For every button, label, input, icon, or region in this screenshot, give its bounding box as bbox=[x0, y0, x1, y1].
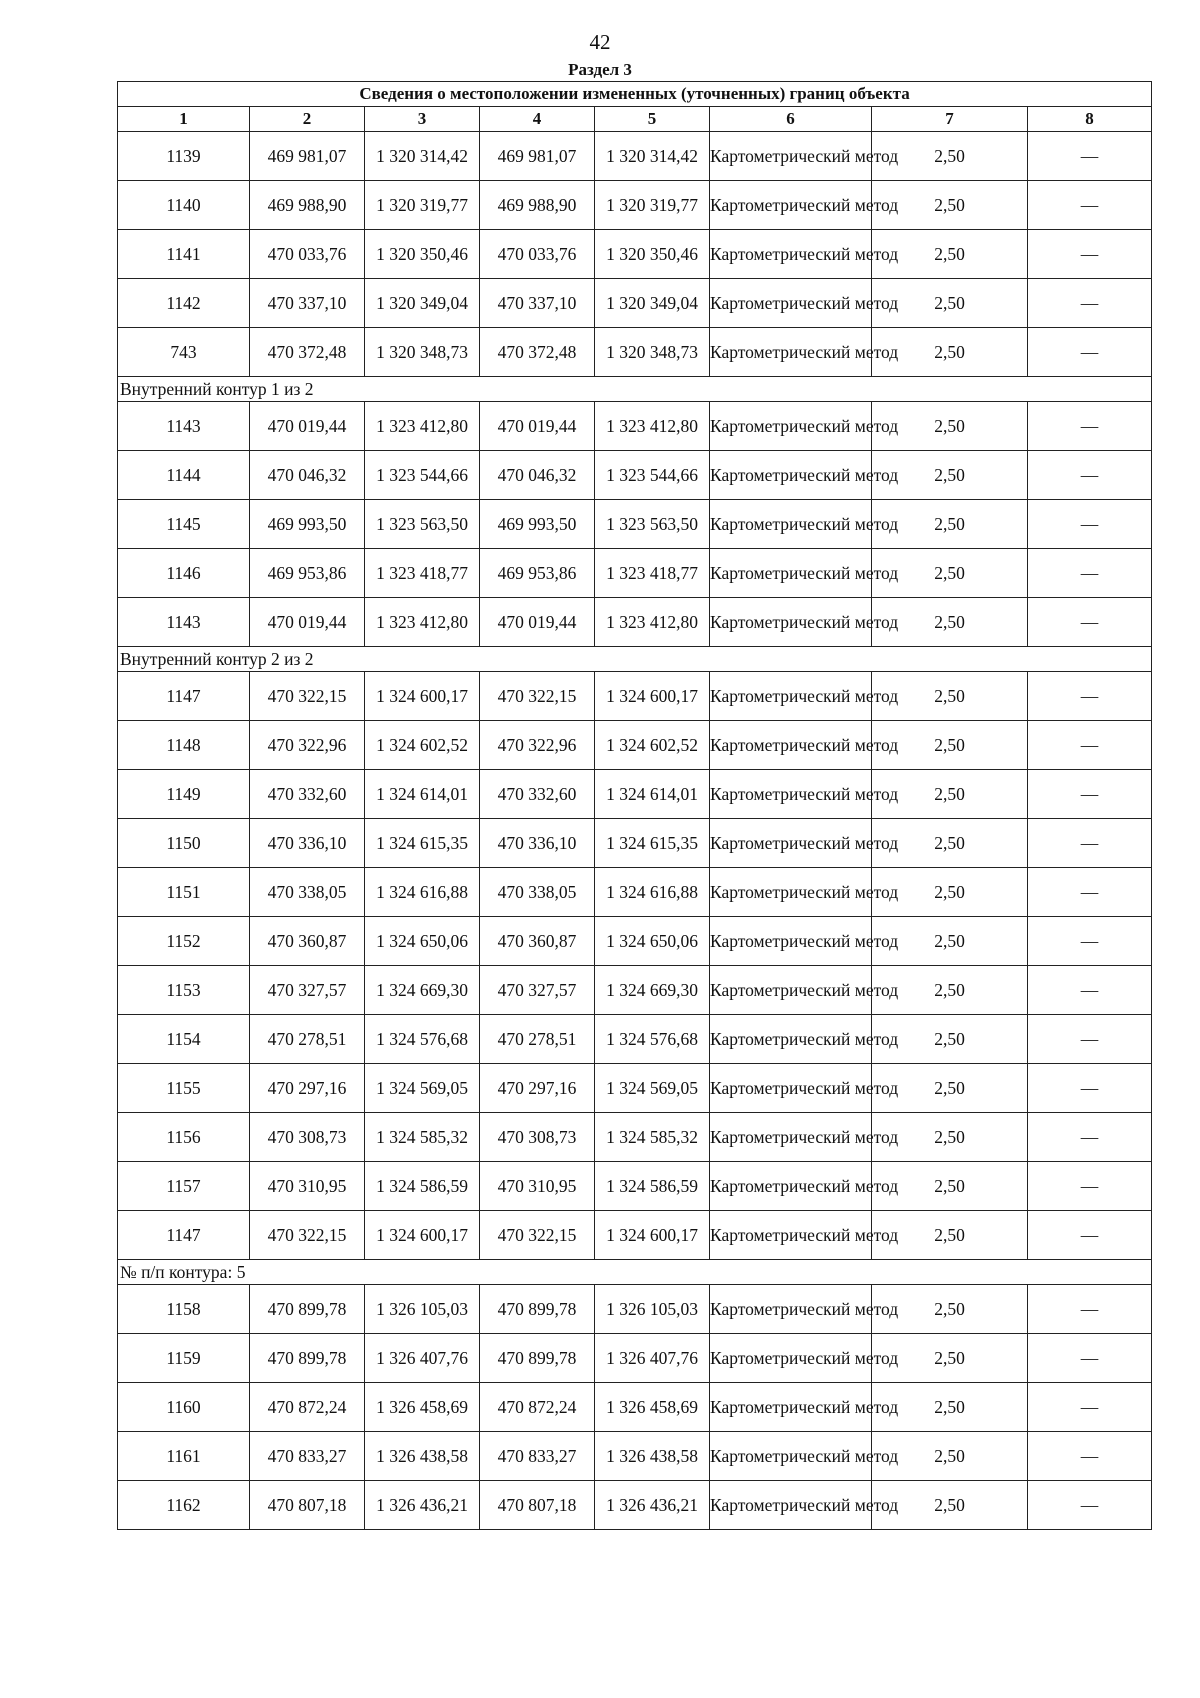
column-number: 7 bbox=[872, 107, 1028, 132]
y-new-cell: 1 323 544,66 bbox=[595, 451, 710, 500]
y-new-cell: 1 326 407,76 bbox=[595, 1334, 710, 1383]
y-new-cell: 1 324 569,05 bbox=[595, 1064, 710, 1113]
method-cell: Картометрический метод bbox=[710, 819, 872, 868]
table-row bbox=[118, 230, 1152, 279]
point-number-cell: 1140 bbox=[118, 181, 250, 230]
accuracy-cell: 2,50 bbox=[872, 1383, 1028, 1432]
y-old-cell: 1 324 614,01 bbox=[365, 770, 480, 819]
point-number-cell: 1157 bbox=[118, 1162, 250, 1211]
table-row bbox=[118, 1113, 1152, 1162]
method-cell: Картометрический метод bbox=[710, 500, 872, 549]
table-row bbox=[118, 549, 1152, 598]
note-cell: — bbox=[1028, 1383, 1152, 1432]
x-new-cell: 470 336,10 bbox=[480, 819, 595, 868]
x-old-cell: 470 322,15 bbox=[250, 1211, 365, 1260]
contour-label-row bbox=[118, 647, 1152, 672]
x-new-cell: 470 322,15 bbox=[480, 672, 595, 721]
note-cell: — bbox=[1028, 819, 1152, 868]
accuracy-cell: 2,50 bbox=[872, 1162, 1028, 1211]
method-cell: Картометрический метод bbox=[710, 1015, 872, 1064]
point-number-cell: 1152 bbox=[118, 917, 250, 966]
y-new-cell: 1 320 319,77 bbox=[595, 181, 710, 230]
method-cell: Картометрический метод bbox=[710, 1285, 872, 1334]
table-row bbox=[118, 279, 1152, 328]
section-title: Раздел 3 bbox=[568, 60, 632, 79]
table-row bbox=[118, 598, 1152, 647]
y-old-cell: 1 323 544,66 bbox=[365, 451, 480, 500]
method-cell: Картометрический метод bbox=[710, 868, 872, 917]
accuracy-cell: 2,50 bbox=[872, 1113, 1028, 1162]
y-old-cell: 1 323 418,77 bbox=[365, 549, 480, 598]
x-old-cell: 470 899,78 bbox=[250, 1285, 365, 1334]
point-number-cell: 1154 bbox=[118, 1015, 250, 1064]
table-row bbox=[118, 1064, 1152, 1113]
column-number: 2 bbox=[250, 107, 365, 132]
y-old-cell: 1 326 438,58 bbox=[365, 1432, 480, 1481]
method-cell: Картометрический метод bbox=[710, 181, 872, 230]
note-cell: — bbox=[1028, 500, 1152, 549]
note-cell: — bbox=[1028, 549, 1152, 598]
x-new-cell: 470 278,51 bbox=[480, 1015, 595, 1064]
point-number-cell: 1153 bbox=[118, 966, 250, 1015]
y-new-cell: 1 324 585,32 bbox=[595, 1113, 710, 1162]
y-new-cell: 1 326 436,21 bbox=[595, 1481, 710, 1530]
x-new-cell: 470 872,24 bbox=[480, 1383, 595, 1432]
x-new-cell: 470 337,10 bbox=[480, 279, 595, 328]
method-cell: Картометрический метод bbox=[710, 598, 872, 647]
note-cell: — bbox=[1028, 721, 1152, 770]
x-new-cell: 470 807,18 bbox=[480, 1481, 595, 1530]
note-cell: — bbox=[1028, 279, 1152, 328]
accuracy-cell: 2,50 bbox=[872, 451, 1028, 500]
point-number-cell: 1141 bbox=[118, 230, 250, 279]
accuracy-cell: 2,50 bbox=[872, 721, 1028, 770]
method-cell: Картометрический метод bbox=[710, 1334, 872, 1383]
table-row bbox=[118, 721, 1152, 770]
note-cell: — bbox=[1028, 328, 1152, 377]
column-number: 4 bbox=[480, 107, 595, 132]
note-cell: — bbox=[1028, 132, 1152, 181]
y-old-cell: 1 324 585,32 bbox=[365, 1113, 480, 1162]
note-cell: — bbox=[1028, 1334, 1152, 1383]
table-row bbox=[118, 1015, 1152, 1064]
point-number-cell: 1143 bbox=[118, 402, 250, 451]
x-old-cell: 469 981,07 bbox=[250, 132, 365, 181]
x-old-cell: 470 046,32 bbox=[250, 451, 365, 500]
accuracy-cell: 2,50 bbox=[872, 598, 1028, 647]
x-new-cell: 470 322,15 bbox=[480, 1211, 595, 1260]
x-new-cell: 469 953,86 bbox=[480, 549, 595, 598]
table-row bbox=[118, 402, 1152, 451]
y-old-cell: 1 324 600,17 bbox=[365, 1211, 480, 1260]
y-new-cell: 1 324 576,68 bbox=[595, 1015, 710, 1064]
x-new-cell: 470 033,76 bbox=[480, 230, 595, 279]
accuracy-cell: 2,50 bbox=[872, 132, 1028, 181]
x-new-cell: 470 372,48 bbox=[480, 328, 595, 377]
table-row bbox=[118, 672, 1152, 721]
table-row bbox=[118, 181, 1152, 230]
note-cell: — bbox=[1028, 1432, 1152, 1481]
x-new-cell: 470 899,78 bbox=[480, 1334, 595, 1383]
y-new-cell: 1 324 586,59 bbox=[595, 1162, 710, 1211]
method-cell: Картометрический метод bbox=[710, 1162, 872, 1211]
accuracy-cell: 2,50 bbox=[872, 966, 1028, 1015]
y-old-cell: 1 326 436,21 bbox=[365, 1481, 480, 1530]
x-old-cell: 470 033,76 bbox=[250, 230, 365, 279]
x-old-cell: 470 019,44 bbox=[250, 402, 365, 451]
y-old-cell: 1 324 576,68 bbox=[365, 1015, 480, 1064]
table-row bbox=[118, 328, 1152, 377]
note-cell: — bbox=[1028, 672, 1152, 721]
note-cell: — bbox=[1028, 917, 1152, 966]
y-new-cell: 1 324 669,30 bbox=[595, 966, 710, 1015]
method-cell: Картометрический метод bbox=[710, 1211, 872, 1260]
y-old-cell: 1 324 569,05 bbox=[365, 1064, 480, 1113]
y-new-cell: 1 324 616,88 bbox=[595, 868, 710, 917]
method-cell: Картометрический метод bbox=[710, 917, 872, 966]
point-number-cell: 1156 bbox=[118, 1113, 250, 1162]
x-old-cell: 470 336,10 bbox=[250, 819, 365, 868]
x-new-cell: 469 993,50 bbox=[480, 500, 595, 549]
y-old-cell: 1 323 563,50 bbox=[365, 500, 480, 549]
accuracy-cell: 2,50 bbox=[872, 672, 1028, 721]
accuracy-cell: 2,50 bbox=[872, 402, 1028, 451]
y-old-cell: 1 326 458,69 bbox=[365, 1383, 480, 1432]
y-new-cell: 1 320 350,46 bbox=[595, 230, 710, 279]
x-old-cell: 470 308,73 bbox=[250, 1113, 365, 1162]
point-number-cell: 1147 bbox=[118, 1211, 250, 1260]
method-cell: Картометрический метод bbox=[710, 451, 872, 500]
table-row bbox=[118, 1481, 1152, 1530]
table-row bbox=[118, 868, 1152, 917]
y-new-cell: 1 323 412,80 bbox=[595, 598, 710, 647]
method-cell: Картометрический метод bbox=[710, 721, 872, 770]
accuracy-cell: 2,50 bbox=[872, 1432, 1028, 1481]
accuracy-cell: 2,50 bbox=[872, 500, 1028, 549]
note-cell: — bbox=[1028, 181, 1152, 230]
contour-label: № п/п контура: 5 bbox=[118, 1260, 1152, 1285]
y-old-cell: 1 324 669,30 bbox=[365, 966, 480, 1015]
method-cell: Картометрический метод bbox=[710, 1113, 872, 1162]
y-new-cell: 1 320 349,04 bbox=[595, 279, 710, 328]
note-cell: — bbox=[1028, 770, 1152, 819]
x-new-cell: 470 310,95 bbox=[480, 1162, 595, 1211]
table-row bbox=[118, 966, 1152, 1015]
method-cell: Картометрический метод bbox=[710, 672, 872, 721]
method-cell: Картометрический метод bbox=[710, 279, 872, 328]
accuracy-cell: 2,50 bbox=[872, 1285, 1028, 1334]
accuracy-cell: 2,50 bbox=[872, 1211, 1028, 1260]
y-new-cell: 1 323 412,80 bbox=[595, 402, 710, 451]
y-old-cell: 1 320 350,46 bbox=[365, 230, 480, 279]
x-new-cell: 470 046,32 bbox=[480, 451, 595, 500]
note-cell: — bbox=[1028, 402, 1152, 451]
y-old-cell: 1 323 412,80 bbox=[365, 598, 480, 647]
note-cell: — bbox=[1028, 1285, 1152, 1334]
point-number-cell: 1143 bbox=[118, 598, 250, 647]
x-old-cell: 469 953,86 bbox=[250, 549, 365, 598]
x-old-cell: 470 372,48 bbox=[250, 328, 365, 377]
accuracy-cell: 2,50 bbox=[872, 868, 1028, 917]
point-number-cell: 1142 bbox=[118, 279, 250, 328]
note-cell: — bbox=[1028, 1481, 1152, 1530]
accuracy-cell: 2,50 bbox=[872, 230, 1028, 279]
y-new-cell: 1 324 615,35 bbox=[595, 819, 710, 868]
point-number-cell: 1160 bbox=[118, 1383, 250, 1432]
x-new-cell: 469 988,90 bbox=[480, 181, 595, 230]
y-old-cell: 1 320 314,42 bbox=[365, 132, 480, 181]
x-new-cell: 470 332,60 bbox=[480, 770, 595, 819]
table-row bbox=[118, 1383, 1152, 1432]
y-new-cell: 1 320 348,73 bbox=[595, 328, 710, 377]
method-cell: Картометрический метод bbox=[710, 770, 872, 819]
point-number-cell: 1159 bbox=[118, 1334, 250, 1383]
x-old-cell: 470 297,16 bbox=[250, 1064, 365, 1113]
point-number-cell: 1149 bbox=[118, 770, 250, 819]
accuracy-cell: 2,50 bbox=[872, 181, 1028, 230]
point-number-cell: 1158 bbox=[118, 1285, 250, 1334]
x-old-cell: 470 322,96 bbox=[250, 721, 365, 770]
y-new-cell: 1 324 600,17 bbox=[595, 1211, 710, 1260]
y-new-cell: 1 323 563,50 bbox=[595, 500, 710, 549]
x-new-cell: 470 019,44 bbox=[480, 598, 595, 647]
x-old-cell: 470 337,10 bbox=[250, 279, 365, 328]
table-title: Сведения о местоположении измененных (уточненных) границ объекта bbox=[118, 82, 1152, 107]
y-old-cell: 1 324 650,06 bbox=[365, 917, 480, 966]
x-old-cell: 470 332,60 bbox=[250, 770, 365, 819]
point-number-cell: 1148 bbox=[118, 721, 250, 770]
accuracy-cell: 2,50 bbox=[872, 279, 1028, 328]
y-new-cell: 1 326 105,03 bbox=[595, 1285, 710, 1334]
contour-label-row bbox=[118, 1260, 1152, 1285]
y-new-cell: 1 324 600,17 bbox=[595, 672, 710, 721]
note-cell: — bbox=[1028, 1162, 1152, 1211]
y-old-cell: 1 324 602,52 bbox=[365, 721, 480, 770]
point-number-cell: 1151 bbox=[118, 868, 250, 917]
y-new-cell: 1 324 614,01 bbox=[595, 770, 710, 819]
contour-label: Внутренний контур 1 из 2 bbox=[118, 377, 1152, 402]
column-number: 1 bbox=[118, 107, 250, 132]
x-old-cell: 470 807,18 bbox=[250, 1481, 365, 1530]
accuracy-cell: 2,50 bbox=[872, 1334, 1028, 1383]
accuracy-cell: 2,50 bbox=[872, 819, 1028, 868]
method-cell: Картометрический метод bbox=[710, 549, 872, 598]
y-new-cell: 1 326 438,58 bbox=[595, 1432, 710, 1481]
point-number-cell: 743 bbox=[118, 328, 250, 377]
point-number-cell: 1161 bbox=[118, 1432, 250, 1481]
accuracy-cell: 2,50 bbox=[872, 770, 1028, 819]
y-old-cell: 1 326 407,76 bbox=[365, 1334, 480, 1383]
accuracy-cell: 2,50 bbox=[872, 549, 1028, 598]
table-row bbox=[118, 1211, 1152, 1260]
point-number-cell: 1162 bbox=[118, 1481, 250, 1530]
x-new-cell: 470 360,87 bbox=[480, 917, 595, 966]
y-new-cell: 1 324 602,52 bbox=[595, 721, 710, 770]
point-number-cell: 1146 bbox=[118, 549, 250, 598]
column-number: 8 bbox=[1028, 107, 1152, 132]
y-old-cell: 1 324 586,59 bbox=[365, 1162, 480, 1211]
table-row bbox=[118, 917, 1152, 966]
method-cell: Картометрический метод bbox=[710, 132, 872, 181]
contour-label-row bbox=[118, 377, 1152, 402]
table-row bbox=[118, 1334, 1152, 1383]
y-old-cell: 1 320 319,77 bbox=[365, 181, 480, 230]
y-new-cell: 1 324 650,06 bbox=[595, 917, 710, 966]
y-old-cell: 1 324 615,35 bbox=[365, 819, 480, 868]
method-cell: Картометрический метод bbox=[710, 1481, 872, 1530]
table-row bbox=[118, 1162, 1152, 1211]
y-new-cell: 1 323 418,77 bbox=[595, 549, 710, 598]
x-new-cell: 470 322,96 bbox=[480, 721, 595, 770]
y-old-cell: 1 320 348,73 bbox=[365, 328, 480, 377]
accuracy-cell: 2,50 bbox=[872, 1015, 1028, 1064]
point-number-cell: 1155 bbox=[118, 1064, 250, 1113]
note-cell: — bbox=[1028, 868, 1152, 917]
accuracy-cell: 2,50 bbox=[872, 1481, 1028, 1530]
x-new-cell: 470 019,44 bbox=[480, 402, 595, 451]
column-number: 3 bbox=[365, 107, 480, 132]
method-cell: Картометрический метод bbox=[710, 1383, 872, 1432]
x-old-cell: 470 872,24 bbox=[250, 1383, 365, 1432]
note-cell: — bbox=[1028, 966, 1152, 1015]
x-old-cell: 470 327,57 bbox=[250, 966, 365, 1015]
method-cell: Картометрический метод bbox=[710, 1064, 872, 1113]
x-old-cell: 470 019,44 bbox=[250, 598, 365, 647]
contour-label: Внутренний контур 2 из 2 bbox=[118, 647, 1152, 672]
y-old-cell: 1 323 412,80 bbox=[365, 402, 480, 451]
y-old-cell: 1 324 616,88 bbox=[365, 868, 480, 917]
point-number-cell: 1145 bbox=[118, 500, 250, 549]
note-cell: — bbox=[1028, 1064, 1152, 1113]
table-row bbox=[118, 1285, 1152, 1334]
method-cell: Картометрический метод bbox=[710, 328, 872, 377]
point-number-cell: 1139 bbox=[118, 132, 250, 181]
table-row bbox=[118, 500, 1152, 549]
method-cell: Картометрический метод bbox=[710, 402, 872, 451]
note-cell: — bbox=[1028, 1015, 1152, 1064]
accuracy-cell: 2,50 bbox=[872, 328, 1028, 377]
note-cell: — bbox=[1028, 1113, 1152, 1162]
accuracy-cell: 2,50 bbox=[872, 917, 1028, 966]
table-row bbox=[118, 132, 1152, 181]
x-old-cell: 469 993,50 bbox=[250, 500, 365, 549]
column-number: 5 bbox=[595, 107, 710, 132]
table-row bbox=[118, 770, 1152, 819]
point-number-cell: 1150 bbox=[118, 819, 250, 868]
x-old-cell: 469 988,90 bbox=[250, 181, 365, 230]
x-old-cell: 470 360,87 bbox=[250, 917, 365, 966]
x-new-cell: 470 899,78 bbox=[480, 1285, 595, 1334]
note-cell: — bbox=[1028, 230, 1152, 279]
table-row bbox=[118, 1432, 1152, 1481]
x-old-cell: 470 899,78 bbox=[250, 1334, 365, 1383]
y-new-cell: 1 320 314,42 bbox=[595, 132, 710, 181]
accuracy-cell: 2,50 bbox=[872, 1064, 1028, 1113]
note-cell: — bbox=[1028, 1211, 1152, 1260]
table-row bbox=[118, 819, 1152, 868]
point-number-cell: 1144 bbox=[118, 451, 250, 500]
y-new-cell: 1 326 458,69 bbox=[595, 1383, 710, 1432]
x-new-cell: 470 308,73 bbox=[480, 1113, 595, 1162]
x-new-cell: 470 327,57 bbox=[480, 966, 595, 1015]
x-old-cell: 470 833,27 bbox=[250, 1432, 365, 1481]
y-old-cell: 1 326 105,03 bbox=[365, 1285, 480, 1334]
method-cell: Картометрический метод bbox=[710, 966, 872, 1015]
note-cell: — bbox=[1028, 598, 1152, 647]
y-old-cell: 1 324 600,17 bbox=[365, 672, 480, 721]
x-new-cell: 470 297,16 bbox=[480, 1064, 595, 1113]
method-cell: Картометрический метод bbox=[710, 1432, 872, 1481]
x-old-cell: 470 278,51 bbox=[250, 1015, 365, 1064]
x-old-cell: 470 338,05 bbox=[250, 868, 365, 917]
x-old-cell: 470 322,15 bbox=[250, 672, 365, 721]
x-new-cell: 470 338,05 bbox=[480, 868, 595, 917]
x-new-cell: 469 981,07 bbox=[480, 132, 595, 181]
table-row bbox=[118, 451, 1152, 500]
note-cell: — bbox=[1028, 451, 1152, 500]
method-cell: Картометрический метод bbox=[710, 230, 872, 279]
point-number-cell: 1147 bbox=[118, 672, 250, 721]
x-old-cell: 470 310,95 bbox=[250, 1162, 365, 1211]
coordinates-table bbox=[117, 81, 1152, 1530]
y-old-cell: 1 320 349,04 bbox=[365, 279, 480, 328]
column-number: 6 bbox=[710, 107, 872, 132]
x-new-cell: 470 833,27 bbox=[480, 1432, 595, 1481]
page-number: 42 bbox=[589, 30, 611, 54]
